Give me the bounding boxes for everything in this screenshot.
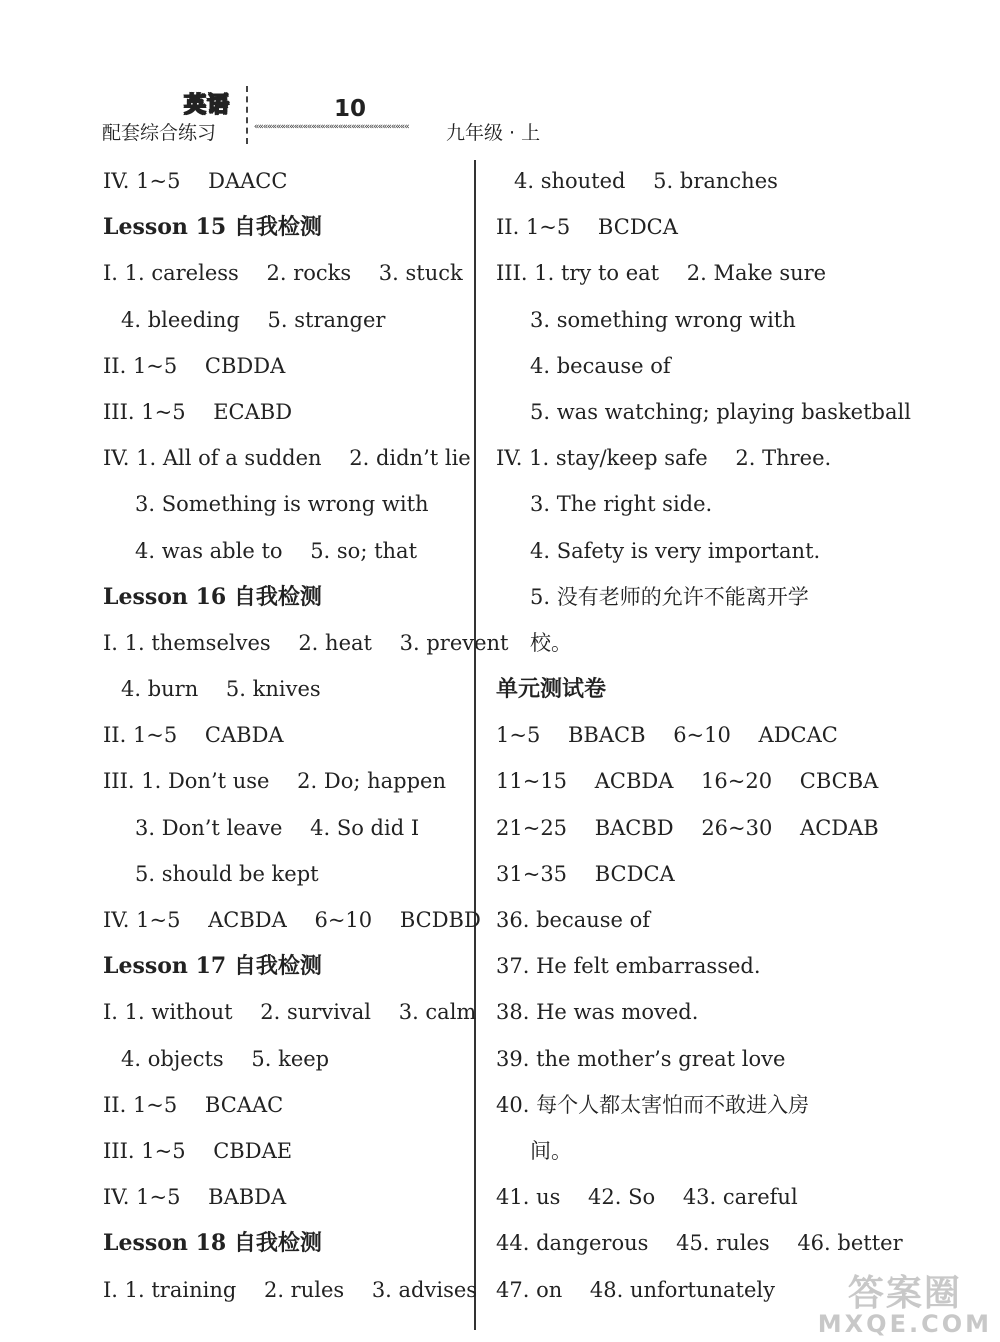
section-heading: 单元测试卷 <box>496 676 607 703</box>
answer-line: 11~15 ACBDA 16~20 CBCBA <box>496 769 879 794</box>
answer-line: 1~5 BBACB 6~10 ADCAC <box>496 723 838 748</box>
answer-line: II. 1~5 CABDA <box>103 723 284 748</box>
answer-line: 4. burn 5. knives <box>121 677 321 702</box>
answer-line: I. 1. careless 2. rocks 3. stuck <box>103 261 463 286</box>
arrow-decoration: ««««««««««««««««««««««««««««««««««« <box>254 122 409 132</box>
answer-line: II. 1~5 BCDCA <box>496 215 678 240</box>
section-heading: Lesson 15 自我检测 <box>103 214 322 241</box>
answer-line: 5. should be kept <box>135 861 319 886</box>
answer-line: III. 1. Don’t use 2. Do; happen <box>103 769 446 794</box>
answer-line: 4. Safety is very important. <box>530 538 821 563</box>
answer-line: 37. He felt embarrassed. <box>496 954 761 979</box>
answer-line: 间。 <box>530 1138 572 1163</box>
watermark-url: MXQE.COM <box>817 1310 992 1338</box>
answer-line: IV. 1~5 ACBDA 6~10 BCDBD <box>103 908 481 932</box>
watermark-logo-text: 答案圈 <box>847 1273 962 1314</box>
answer-line: III. 1~5 CBDAE <box>103 1138 293 1163</box>
subject-title: 英语 <box>184 93 231 118</box>
answer-line: 4. bleeding 5. stranger <box>121 307 386 332</box>
section-heading: Lesson 16 自我检测 <box>103 583 322 610</box>
page-number: 10 <box>334 96 367 122</box>
section-heading: Lesson 17 自我检测 <box>103 953 322 980</box>
answer-line: IV. 1~5 BABDA <box>103 1185 287 1210</box>
answer-line: 4. because of <box>530 353 671 378</box>
answer-line: II. 1~5 BCAAC <box>103 1092 284 1117</box>
answer-line: 36. because of <box>496 908 651 932</box>
answer-line: 41. us 42. So 43. careful <box>496 1185 798 1210</box>
header-divider <box>246 86 248 144</box>
answer-line: II. 1~5 CBDDA <box>103 353 286 378</box>
grade-label: 九年级 · 上 <box>446 122 541 144</box>
series-title: 配套综合练习 <box>102 122 217 144</box>
answer-line: 3. Don’t leave 4. So did I <box>135 815 420 840</box>
answer-line: 40. 每个人都太害怕而不敢进入房 <box>496 1092 810 1117</box>
answer-line: 47. on 48. unfortunately <box>496 1277 775 1302</box>
answer-line: 38. He was moved. <box>496 1000 699 1025</box>
answer-line: III. 1~5 ECABD <box>103 399 293 424</box>
answer-line: 39. the mother’s great love <box>496 1046 786 1071</box>
answer-line: 5. 没有老师的允许不能离开学 <box>530 584 809 609</box>
section-heading: Lesson 18 自我检测 <box>103 1230 322 1257</box>
answer-line: I. 1. themselves 2. heat 3. prevent <box>103 630 509 655</box>
left-column <box>103 158 509 1313</box>
answer-line: 4. objects 5. keep <box>121 1046 330 1071</box>
column-divider <box>474 160 476 1330</box>
answer-line: 31~35 BCDCA <box>496 861 675 886</box>
answer-line: 4. was able to 5. so; that <box>135 538 418 563</box>
answer-line: I. 1. without 2. survival 3. calm <box>103 1000 477 1025</box>
answer-line: 44. dangerous 45. rules 46. better <box>496 1231 903 1256</box>
answer-line: IV. 1. All of a sudden 2. didn’t lie <box>103 446 471 471</box>
answer-line: III. 1. try to eat 2. Make sure <box>496 261 827 286</box>
answer-line: 校。 <box>530 630 572 655</box>
answer-line: 21~25 BACBD 26~30 ACDAB <box>496 815 879 840</box>
answer-line: 3. The right side. <box>530 492 713 517</box>
answer-line: IV. 1. stay/keep safe 2. Three. <box>496 446 832 471</box>
answer-line: 3. something wrong with <box>530 307 796 332</box>
answer-line: I. 1. training 2. rules 3. advises <box>103 1277 478 1302</box>
page-header <box>100 86 580 146</box>
answer-line: 3. Something is wrong with <box>135 492 429 517</box>
answer-line: 5. was watching; playing basketball <box>530 399 911 424</box>
answer-line: IV. 1~5 DAACC <box>103 169 288 193</box>
answer-line: 4. shouted 5. branches <box>514 169 778 193</box>
watermark <box>818 1265 992 1338</box>
